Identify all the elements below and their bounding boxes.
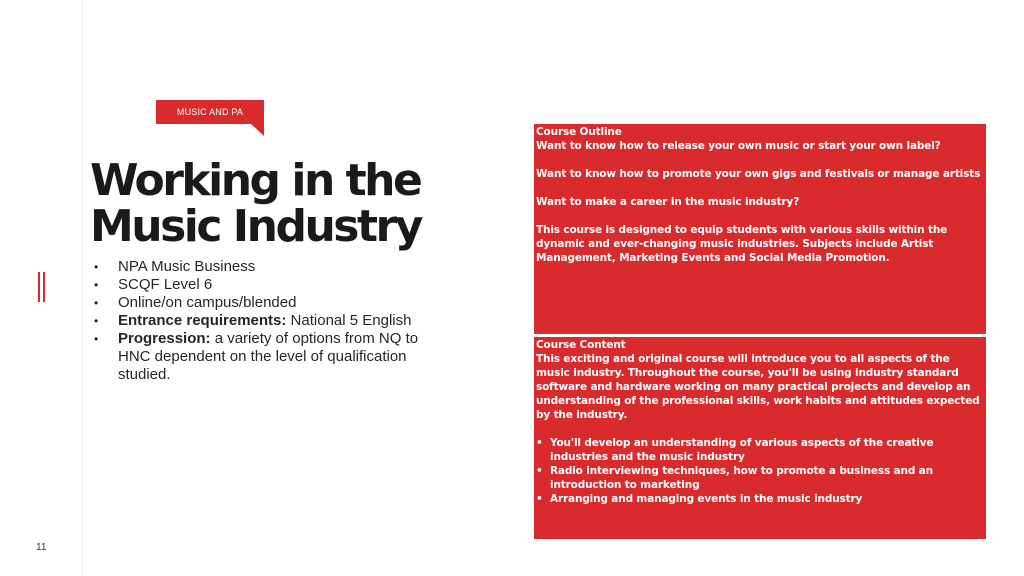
course-content-intro: This exciting and original course will introduce you to all aspects of the music industry. Throughout the course, you'll be using industry standard software and hardware working on many practical projects and develop an understanding of the professional skills, work habits and attitudes expected by the industry. xyxy=(536,353,980,421)
progression-text: a variety of options from NQ to HNC dependent on the level of qualification studied. xyxy=(118,330,419,383)
course-outline-description: This course is designed to equip students with various skills within the dynamic and ever-changing music industries. Subjects include Artist Management, Marketing Events and Social Media Promotion. xyxy=(536,224,948,264)
entrance-label: Entrance requirements: xyxy=(118,312,287,329)
left-margin-rule xyxy=(82,0,83,576)
course-facts-list xyxy=(92,258,422,384)
page-title-line-2: Music Industry xyxy=(90,201,421,252)
course-fact-entrance xyxy=(92,312,422,330)
course-fact-award: • NPA Music Business xyxy=(92,258,422,276)
course-outline-question-1: Want to know how to release your own music or start your own label? xyxy=(536,140,941,152)
course-content-item: • Radio interviewing techniques, how to promote a business and an introduction to marketing xyxy=(536,464,986,492)
course-fact-level: • SCQF Level 6 xyxy=(92,276,422,294)
course-content-list xyxy=(536,436,986,506)
progression-label: Progression: xyxy=(118,330,211,347)
page-number: 11 xyxy=(36,542,47,553)
course-content-item: • You'll develop an understanding of various aspects of the creative industries and the music industry xyxy=(536,436,986,464)
page-title-line-1: Working in the xyxy=(90,155,421,206)
course-outline-question-2: Want to know how to promote your own gigs and festivals or manage artists xyxy=(536,168,981,180)
accent-bars-icon xyxy=(38,272,48,302)
course-content-heading: Course Content xyxy=(536,339,626,351)
accent-bar xyxy=(43,272,45,302)
course-fact-progression xyxy=(92,330,422,384)
course-outline-panel xyxy=(534,124,986,334)
section-tag-notch xyxy=(251,124,264,136)
entrance-text: National 5 English xyxy=(286,312,412,329)
course-outline-question-3: Want to make a career in the music industry? xyxy=(536,196,800,208)
course-outline-heading: Course Outline xyxy=(536,126,622,138)
course-fact-mode: • Online/on campus/blended xyxy=(92,294,422,312)
section-tag: MUSIC AND PA xyxy=(156,100,264,124)
course-content-panel xyxy=(534,337,986,539)
accent-bar xyxy=(38,272,40,302)
course-content-item: • Arranging and managing events in the music industry xyxy=(536,492,986,506)
page-title xyxy=(90,155,421,252)
